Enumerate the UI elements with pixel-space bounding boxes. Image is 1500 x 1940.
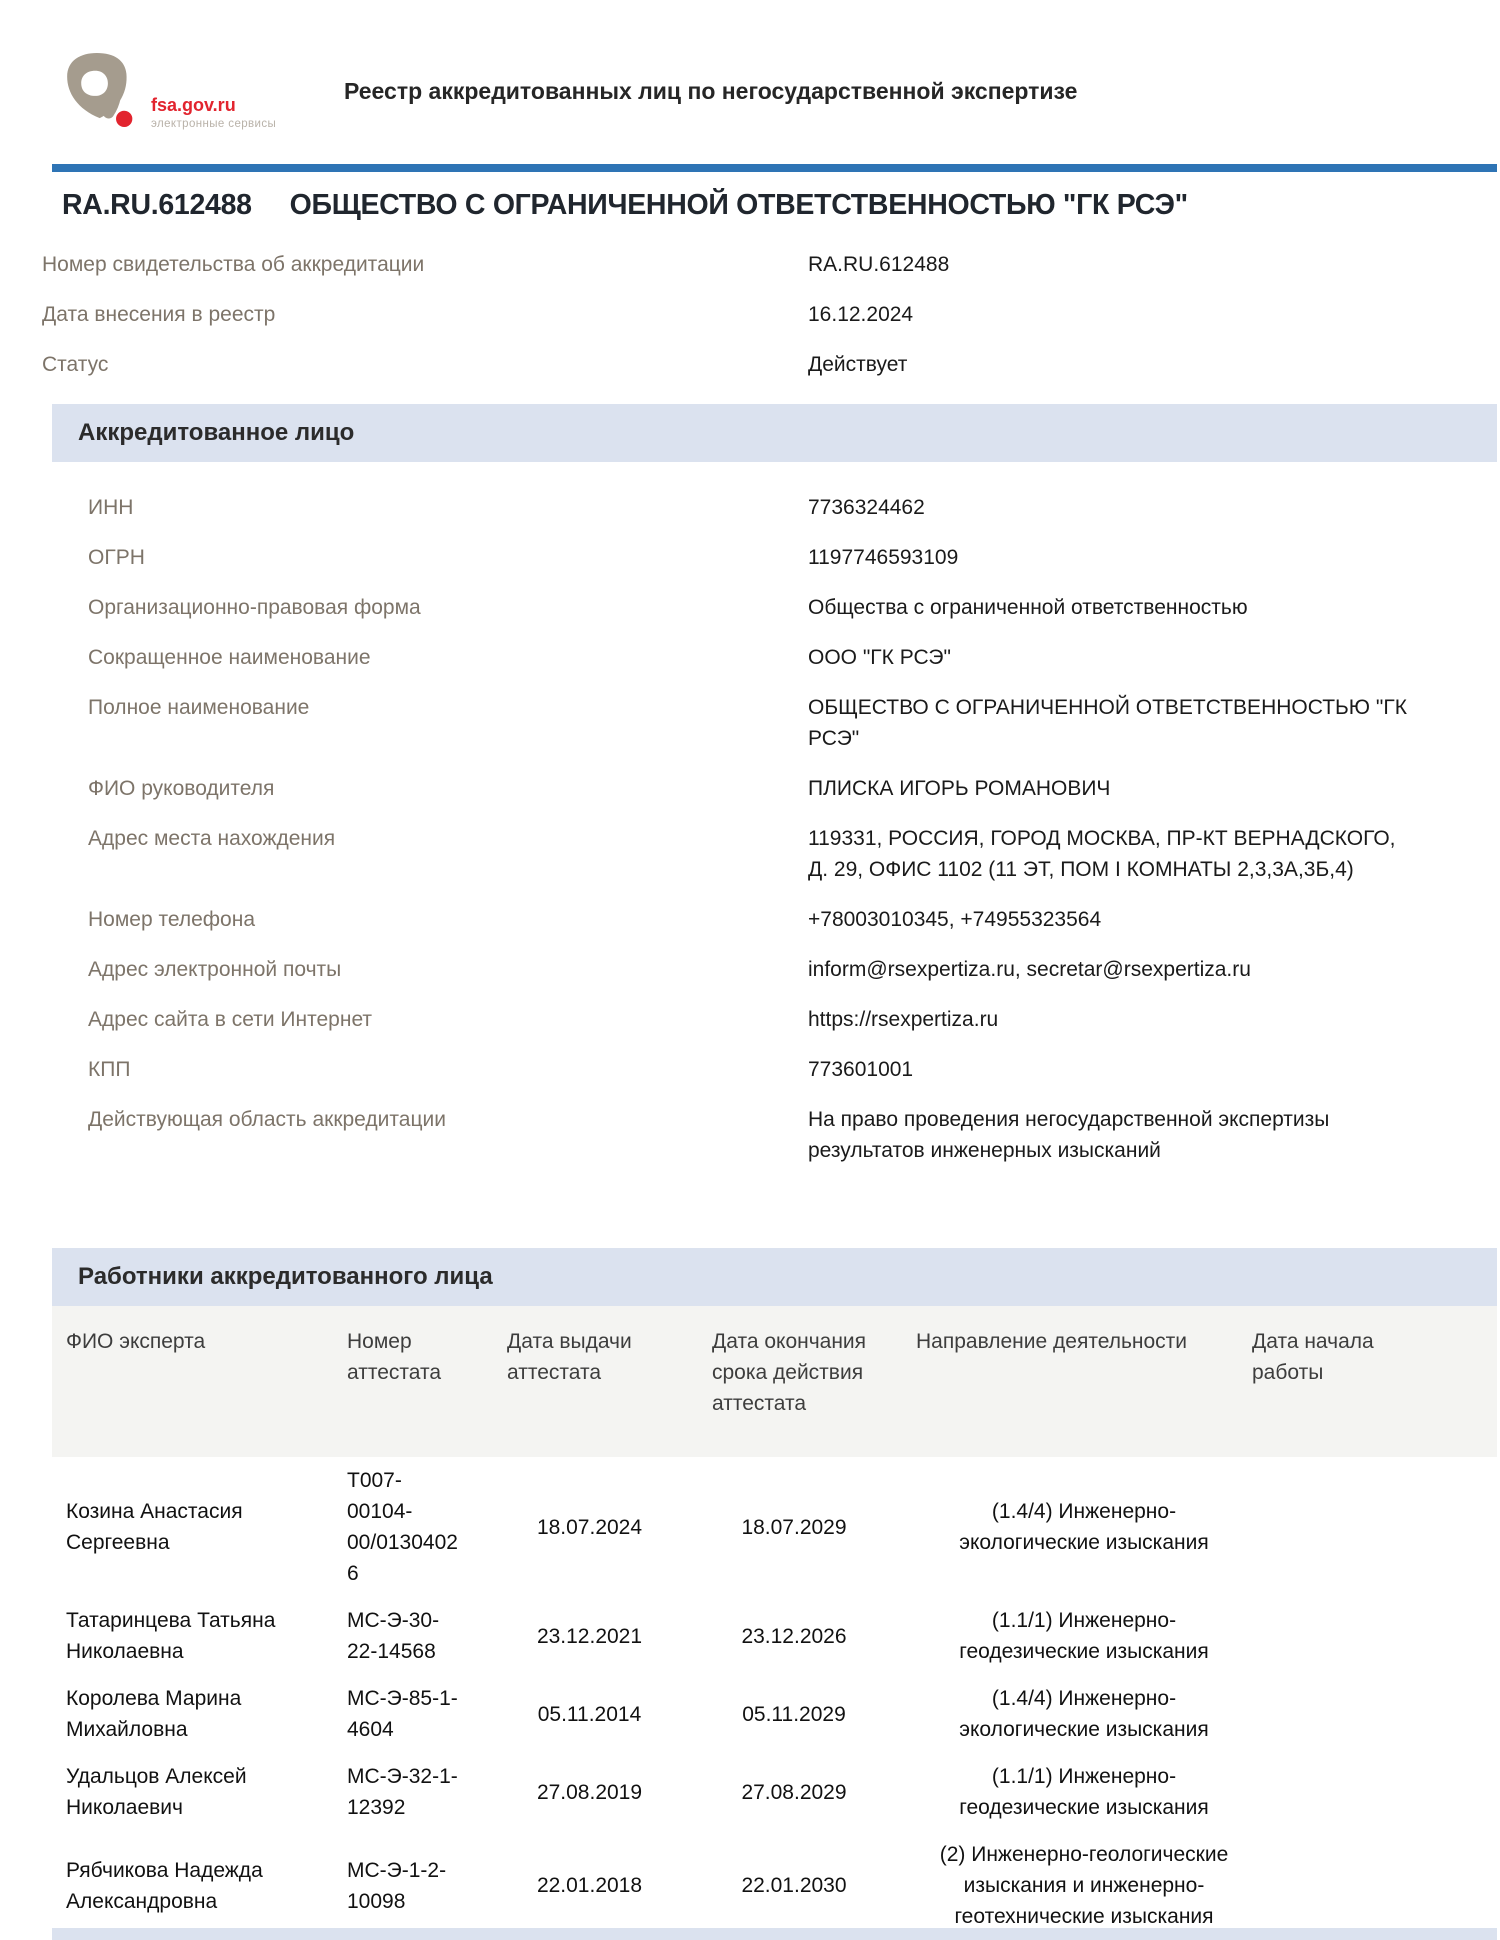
activity-cell: (1.4/4) Инженерно-экологические изыскания xyxy=(959,1687,1209,1741)
kv-label: Адрес сайта в сети Интернет xyxy=(88,1008,373,1031)
accredited-person-details xyxy=(52,492,1500,1166)
column-header-start-date: Дата начала работы xyxy=(1252,1330,1374,1384)
registry-summary xyxy=(42,249,1500,380)
certificate-cell: МС-Э-1-2-10098 xyxy=(347,1858,447,1913)
kv-value: RA.RU.612488 xyxy=(808,253,950,276)
kv-row-full-name xyxy=(52,692,1500,754)
kv-label: Организационно-правовая форма xyxy=(88,596,421,619)
table-row xyxy=(52,1831,1497,1940)
table-row xyxy=(52,1675,1497,1753)
kv-label: ИНН xyxy=(88,496,134,519)
table-row xyxy=(52,1753,1497,1831)
issue-date-cell: 22.01.2018 xyxy=(536,1874,643,1897)
expiry-date-cell: 05.11.2029 xyxy=(742,1702,846,1726)
kv-label: ФИО руководителя xyxy=(88,777,275,800)
column-header-activity: Направление деятельности xyxy=(916,1330,1188,1353)
kv-row-phone xyxy=(52,904,1500,935)
kv-label: Номер свидетельства об аккредитации xyxy=(42,253,425,276)
expiry-date-cell: 27.08.2029 xyxy=(741,1780,847,1804)
kv-label: КПП xyxy=(88,1058,131,1081)
expert-name-cell: Татаринцева Татьяна Николаевна xyxy=(66,1609,276,1663)
kv-row-registry-date xyxy=(42,299,1500,330)
registry-heading xyxy=(62,189,1500,222)
expert-name-cell: Рябчикова Надежда Александровна xyxy=(66,1858,263,1913)
kv-value: https://rsexpertiza.ru xyxy=(808,1008,999,1031)
registry-number: RA.RU.612488 xyxy=(62,189,252,221)
kv-row-website xyxy=(52,1004,1500,1035)
kv-value: ОБЩЕСТВО С ОГРАНИЧЕННОЙ ОТВЕТСТВЕННОСТЬЮ "ГК РСЭ" xyxy=(808,696,1407,750)
kv-row-inn xyxy=(52,492,1500,523)
expert-name-cell: Козина Анастасия Сергеевна xyxy=(66,1500,243,1554)
page-title: Реестр аккредитованных лиц по негосударственной экспертизе xyxy=(344,78,1078,104)
fsa-logo-text xyxy=(151,95,276,130)
brand-name: fsa.gov.ru xyxy=(151,95,236,115)
kv-value: 119331, РОССИЯ, ГОРОД МОСКВА, ПР-КТ ВЕРНАДСКОГО, Д. 29, ОФИС 1102 (11 ЭТ, ПОМ I КОМНАТЫ 2,3,3А,3Б,4) xyxy=(808,827,1396,881)
table-row xyxy=(52,1597,1497,1675)
employees-table-header xyxy=(52,1306,1497,1457)
activity-cell: (1.1/1) Инженерно-геодезические изыскания xyxy=(959,1609,1209,1663)
kv-row-short-name xyxy=(52,642,1500,673)
kv-row-accreditation-number xyxy=(42,249,1500,280)
kv-label: ОГРН xyxy=(88,546,145,569)
issue-date-cell: 18.07.2024 xyxy=(536,1515,643,1539)
column-header-expert-name: ФИО эксперта xyxy=(66,1330,206,1353)
next-section-band xyxy=(52,1928,1497,1940)
fsa-logo xyxy=(58,50,290,130)
kv-value: inform@rsexpertiza.ru, secretar@rsexpertiza.ru xyxy=(808,958,1251,981)
expiry-date-cell: 18.07.2029 xyxy=(741,1515,847,1539)
brand-tagline: электронные сервисы xyxy=(151,118,277,130)
certificate-cell: МС-Э-32-1-12392 xyxy=(347,1765,458,1819)
kv-value: 773601001 xyxy=(808,1058,914,1081)
table-row xyxy=(52,1457,1497,1597)
kv-row-status xyxy=(42,349,1500,380)
page-header xyxy=(0,0,1500,130)
certificate-cell: МС-Э-85-1-4604 xyxy=(347,1687,458,1741)
kv-label: Действующая область аккредитации xyxy=(88,1108,446,1131)
issue-date-cell: 23.12.2021 xyxy=(536,1624,643,1648)
kv-value: ПЛИСКА ИГОРЬ РОМАНОВИЧ xyxy=(808,777,1111,800)
kv-label: Номер телефона xyxy=(88,908,256,931)
issue-date-cell: 27.08.2019 xyxy=(536,1780,643,1804)
issue-date-cell: 05.11.2014 xyxy=(537,1702,642,1726)
column-header-issue-date: Дата выдачи аттестата xyxy=(507,1330,632,1384)
kv-value: ООО "ГК РСЭ" xyxy=(808,646,951,669)
kv-value: На право проведения негосударственной экспертизы результатов инженерных изысканий xyxy=(808,1108,1330,1162)
kv-label: Адрес места нахождения xyxy=(88,827,336,850)
kv-label: Дата внесения в реестр xyxy=(42,303,276,326)
kv-row-address xyxy=(52,823,1500,885)
status-value: Действует xyxy=(808,353,908,376)
kv-row-ogrn xyxy=(52,542,1500,573)
fsa-shield-a-icon xyxy=(58,50,140,130)
kv-label: Сокращенное наименование xyxy=(88,646,371,669)
kv-value: 1197746593109 xyxy=(808,546,959,569)
kv-value: 16.12.2024 xyxy=(808,303,914,326)
kv-row-email xyxy=(52,954,1500,985)
kv-row-legal-form xyxy=(52,592,1500,623)
section-title: Работники аккредитованного лица xyxy=(78,1263,493,1290)
registry-org-name: ОБЩЕСТВО С ОГРАНИЧЕННОЙ ОТВЕТСТВЕННОСТЬЮ "ГК РСЭ" xyxy=(289,189,1188,221)
kv-value: Общества с ограниченной ответственностью xyxy=(808,596,1248,619)
kv-row-accreditation-area xyxy=(52,1104,1500,1166)
activity-cell: (1.4/4) Инженерно-экологические изыскания xyxy=(959,1500,1209,1554)
kv-value: +78003010345, +74955323564 xyxy=(808,908,1102,931)
section-title: Аккредитованное лицо xyxy=(78,419,355,446)
expiry-date-cell: 22.01.2030 xyxy=(741,1874,847,1897)
kv-row-director xyxy=(52,773,1500,804)
expert-name-cell: Удальцов Алексей Николаевич xyxy=(66,1765,247,1819)
accent-rule xyxy=(52,164,1497,172)
certificate-cell: МС-Э-30-22-14568 xyxy=(347,1609,440,1663)
kv-label: Адрес электронной почты xyxy=(88,958,342,981)
activity-cell: (1.1/1) Инженерно-геодезические изыскания xyxy=(959,1765,1209,1819)
kv-value: 7736324462 xyxy=(808,496,925,519)
kv-label: Статус xyxy=(42,353,109,376)
column-header-expiry-date: Дата окончания срока действия аттестата xyxy=(712,1330,867,1415)
certificate-cell: Т007-00104-00/01304026 xyxy=(347,1469,458,1585)
section-header-employees xyxy=(52,1248,1497,1306)
section-header-accredited-person xyxy=(52,404,1497,462)
expiry-date-cell: 23.12.2026 xyxy=(741,1624,847,1648)
column-header-certificate-number: Номер аттестата xyxy=(347,1330,442,1384)
activity-cell: (2) Инженерно-геологические изыскания и инженерно-геотехнические изыскания xyxy=(939,1843,1229,1928)
expert-name-cell: Королева Марина Михайловна xyxy=(66,1687,242,1741)
kv-row-kpp xyxy=(52,1054,1500,1085)
kv-label: Полное наименование xyxy=(88,696,310,719)
